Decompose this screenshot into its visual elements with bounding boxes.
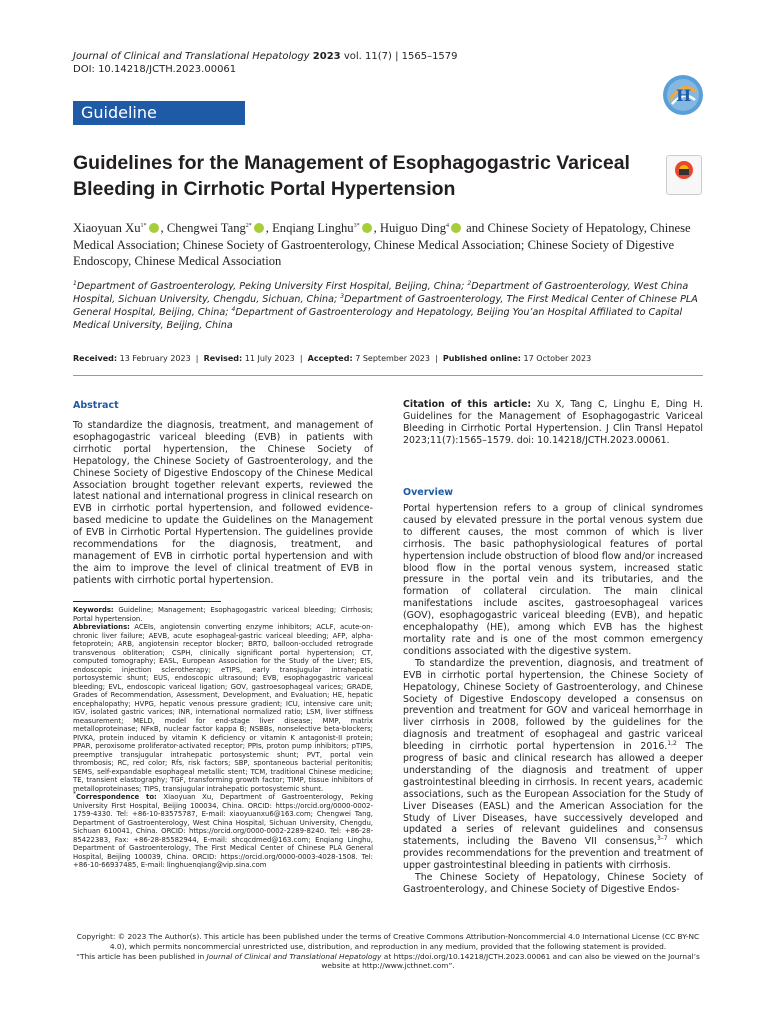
affil-sup: 4 bbox=[231, 305, 236, 313]
author-name: , Enqiang Linghu bbox=[265, 221, 354, 235]
paragraph-text: The progress of basic and clinical research has allowed a deeper understanding of the diagnosis and treatment of upper gastrointestinal bleeding in cirrhosis. In recent years, academic associations, such as the European Association for the Study of Liver Diseases (EASL) and the American Association for the Study of Liver Diseases, have successively developed and updated a series of relevant guidelines and consensus statements, including the Baveno VII consensus, bbox=[403, 741, 703, 848]
reference-sup: 1,2 bbox=[667, 740, 677, 747]
author-affil-sup: 4 bbox=[446, 222, 450, 229]
statement-journal: Journal of Clinical and Translational Hepatology bbox=[206, 951, 382, 961]
author-list bbox=[73, 220, 703, 270]
keywords-text: Guideline; Management; Esophagogastric variceal bleeding; Cirrhosis; Portal hypertension. bbox=[73, 606, 373, 623]
author-affil-sup: 2* bbox=[245, 222, 252, 229]
received-label: Received: bbox=[73, 354, 118, 363]
affiliation: Department of Gastroenterology and Hepatology, Beijing You’an Hospital Affiliated to Capital Medical University, Beijing, China bbox=[73, 307, 683, 331]
author-name: , Chengwei Tang bbox=[160, 221, 246, 235]
footnotes bbox=[73, 606, 373, 870]
article-title: Guidelines for the Management of Esophagogastric Variceal Bleeding in Cirrhotic Portal Hypertension bbox=[73, 152, 630, 200]
doi: DOI: 10.14218/JCTH.2023.00061 bbox=[73, 64, 237, 75]
journal-year: 2023 bbox=[312, 51, 341, 62]
orcid-icon[interactable] bbox=[362, 223, 372, 233]
affiliation: Department of Gastroenterology, The First Medical Center of Chinese PLA General Hospital, Beijing, China; bbox=[73, 294, 698, 318]
correspondence bbox=[73, 790, 373, 870]
abbreviations-label: Abbreviations: bbox=[73, 623, 130, 631]
jcth-logo-icon bbox=[662, 74, 704, 116]
citation-text: Xu X, Tang C, Linghu E, Ding H. Guidelines for the Management of Esophagogastric Variceal Bleeding in Cirrhotic Portal Hypertension. J Clin Transl Hepatol 2023;11(7):1565–1579. doi: 10.14218/JCTH.2023.00061. bbox=[403, 399, 703, 446]
author-name: , Huiguo Ding bbox=[373, 221, 447, 235]
affil-sup: 1 bbox=[73, 279, 77, 287]
separator: | bbox=[294, 354, 308, 363]
overview-text bbox=[403, 503, 703, 896]
affiliation: Department of Gastroenterology, Peking University First Hospital, Beijing, China; bbox=[76, 281, 468, 292]
orcid-icon[interactable] bbox=[149, 223, 159, 233]
abbreviations bbox=[73, 623, 373, 793]
overview-heading: Overview bbox=[403, 487, 454, 498]
published-label: Published online: bbox=[442, 354, 522, 363]
published-date: 17 October 2023 bbox=[521, 354, 592, 363]
statement-text: at https://doi.org/10.14218/JCTH.2023.00061 and can also be viewed on the Journal’s website at http://www.jcthnet.com”. bbox=[321, 951, 700, 971]
author-affil-sup: 1* bbox=[140, 222, 147, 229]
correspondence-sup: * bbox=[73, 790, 76, 798]
correspondence-text: Xiaoyuan Xu, Department of Gastroenterology, Peking University First Hospital, Beijing 100034, China. ORCID: https://orcid.org/0000-0002-1759-4330. Tel: +86-10-83575787, E-mail: xiaoyuanxu6@163.com; Chengwei Tang, Department of Gastroenterology, West China Hospital, Sichuan University, Chengdu, Sichuan 610041, China. ORCID: https://orcid.org/0000-0002-2289-8240. Tel: +86-28-85422383, Fax: +86-28-85582944, E-mail: shcqcdmed@163.com; Enqiang Linghu, Department of Gastroenterology, The First Medical Center of Chinese PLA General Hospital, Beijing 100039, China. ORCID: https://orcid.org/0000-0003-4028-1508. Tel: +86-10-66937485, E-mail: linghuenqiang@vip.sina.com bbox=[73, 793, 373, 869]
orcid-icon[interactable] bbox=[451, 223, 461, 233]
abstract-section bbox=[73, 399, 373, 587]
abstract-text: To standardize the diagnosis, treatment, and management of esophagogastric variceal bleeding (EVB) in patients with cirrhotic portal hypertension, the Chinese Society of Hepatology, the Chinese Society of Gastroenterology, and the Chinese Society of Digestive Endoscopy of the Chinese Medical Association brought together relevant experts, reviewed the latest national and international progress in clinical research on EVB in cirrhotic portal hypertension, and followed evidence-based medicine to update the Guidelines on the Management of EVB in Cirrhotic Portal Hypertension. The guidelines provide recommendations for the diagnosis, treatment, and management of EVB in cirrhotic portal hypertension and with the aim to improve the level of clinical treatment of EVB in patients with cirrhotic portal hypertension. bbox=[73, 420, 373, 586]
abstract-heading: Abstract bbox=[73, 400, 119, 411]
journal-citation-line bbox=[73, 50, 458, 63]
citation-label: Citation of this article: bbox=[403, 399, 532, 410]
affil-sup: 3 bbox=[340, 292, 345, 300]
paragraph: Portal hypertension refers to a group of clinical syndromes caused by elevated pressure in the portal venous system due to different causes, the most common of which is liver cirrhosis. The basic pathophysiological features of portal hypertension include obstruction of blood flow and/or increased blood flow in the portal venous system, increased static pressure in the portal vein and its tributaries, and the formation of collateral circulation. The main clinical manifestations include ascites, gastroesophageal varices (GOV), esophagogastric variceal bleeding (EVB), and hepatic encephalopathy (HE), among which EVB has the highest mortality rate and is one of the most common emergency conditions associated with the digestive system. bbox=[403, 503, 703, 657]
abbreviations-text: ACEIs, angiotensin converting enzyme inhibitors; ACLF, acute-on-chronic liver failure; AEVB, acute esophageal-gastric variceal bleeding; AFP, alpha-fetoprotein; ARB, angiotensin receptor blocker; BRTO, balloon-occluded retrograde transvenous obliteration; CSPH, clinically significant portal hypertension; CT, computed tomography; EASL, European Association for the Study of the Liver; EIS, endoscopic injection sclerotherapy; eTIPS, early transjugular intrahepatic portosystemic shunt; EUS, endoscopic ultrasound; EVB, esophagogastric variceal bleeding; EVL, endoscopic variceal ligation; GOV, gastroesophageal varices; GRADE, Grades of Recommendation, Assessment, Development, and Evaluation; HE, hepatic encephalopathy; HVPG, hepatic venous pressure gradient; ICU, intensive care unit; IGV, isolated gastric varices; INR, international normalized ratio; LSM, liver stiffness measurement; MELD, model for end-stage liver disease; MMP, matrix metalloproteinase; NFκB, nuclear factor kappa B; NSBBs, nonselective beta-blockers; PIVKA, protein induced by vitamin K deficiency or vitamin K antagonist-II protein; PPAR, peroxisome proliferator-activated receptor; PPIs, proton pump inhibitors; pTIPS, preemptive transjugular intrahepatic portosystemic shunt; PVT, portal vein thrombosis; RC, red color; Rfs, risk factors; SBP, spontaneous bacterial peritonitis; SEMS, self-expandable esophageal metallic stent; TCM, traditional Chinese medicine; TE, transient elastography; TGF, transforming growth factor; TIMP, tissue inhibitors of metalloproteinases; TIPS, transjugular intrahepatic portosystemic shunt. bbox=[73, 623, 373, 793]
author-groups: and Chinese Society of Hepatology, Chinese Medical Association; Chinese Society of Gastroenterology, Chinese Medical Association; Chinese Society of Digestive Endoscopy, Chinese Medical Association bbox=[73, 221, 691, 268]
copyright-license: Copyright: © 2023 The Author(s). This article has been published under the terms of Creative Commons Attribution-Noncommercial 4.0 International License (CC BY-NC 4.0), which permits noncommercial unrestricted use, distribution, and reproduction in any medium, provided that the following statement is provided. bbox=[76, 932, 700, 951]
orcid-icon[interactable] bbox=[254, 223, 264, 233]
author-affil-sup: 3* bbox=[353, 222, 360, 229]
author-name: Xiaoyuan Xu bbox=[73, 221, 141, 235]
revised-date: 11 July 2023 bbox=[242, 354, 295, 363]
affiliations bbox=[73, 280, 703, 332]
footnote-divider bbox=[73, 601, 221, 602]
journal-volume: vol. 11(7) | 1565–1579 bbox=[343, 51, 458, 62]
journal-name: Journal of Clinical and Translational Hepatology bbox=[73, 51, 310, 62]
citation-block bbox=[403, 399, 703, 447]
paragraph bbox=[403, 658, 703, 872]
accepted-date: 7 September 2023 bbox=[352, 354, 430, 363]
paragraph-text: To standardize the prevention, diagnosis, and treatment of EVB in cirrhotic portal hypertension, the Chinese Society of Hepatology, Chinese Society of Gastroenterology, and Chinese Society of Digestive Endoscopy developed a consensus on prevention and treatment for GOV and variceal hemorrhage in liver cirrhosis in 2008, followed by the guidelines for the diagnosis and treatment of esophageal and gastric variceal bleeding in cirrhotic portal hypertension in 2016. bbox=[403, 657, 703, 753]
affil-sup: 2 bbox=[467, 279, 472, 287]
keywords-label: Keywords: bbox=[73, 606, 114, 614]
revised-label: Revised: bbox=[203, 354, 243, 363]
accepted-label: Accepted: bbox=[307, 354, 353, 363]
received-date: 13 February 2023 bbox=[117, 354, 191, 363]
article-dates bbox=[73, 353, 703, 364]
keywords bbox=[73, 606, 373, 623]
article-type-banner: Guideline bbox=[73, 101, 245, 125]
reference-sup: 3–7 bbox=[656, 835, 668, 843]
copyright-statement bbox=[73, 952, 703, 972]
header-divider bbox=[73, 375, 703, 376]
affiliation: Department of Gastroenterology, West China Hospital, Sichuan University, Chengdu, Sichuan, China; bbox=[73, 281, 689, 305]
paragraph: The Chinese Society of Hepatology, Chinese Society of Gastroenterology, and Chinese Society of Digestive Endos- bbox=[403, 872, 703, 895]
paragraph-text: which provides recommendations for the prevention and treatment of upper gastrointestinal bleeding in patients with cirrhosis. bbox=[403, 836, 704, 872]
copyright-notice bbox=[73, 932, 703, 971]
svg-text:H: H bbox=[676, 86, 692, 105]
statement-text: “This article has been published in bbox=[76, 951, 207, 961]
correspondence-label: Correspondence to: bbox=[76, 793, 157, 801]
crossmark-icon[interactable] bbox=[666, 155, 702, 195]
separator: | bbox=[429, 354, 443, 363]
separator: | bbox=[190, 354, 204, 363]
